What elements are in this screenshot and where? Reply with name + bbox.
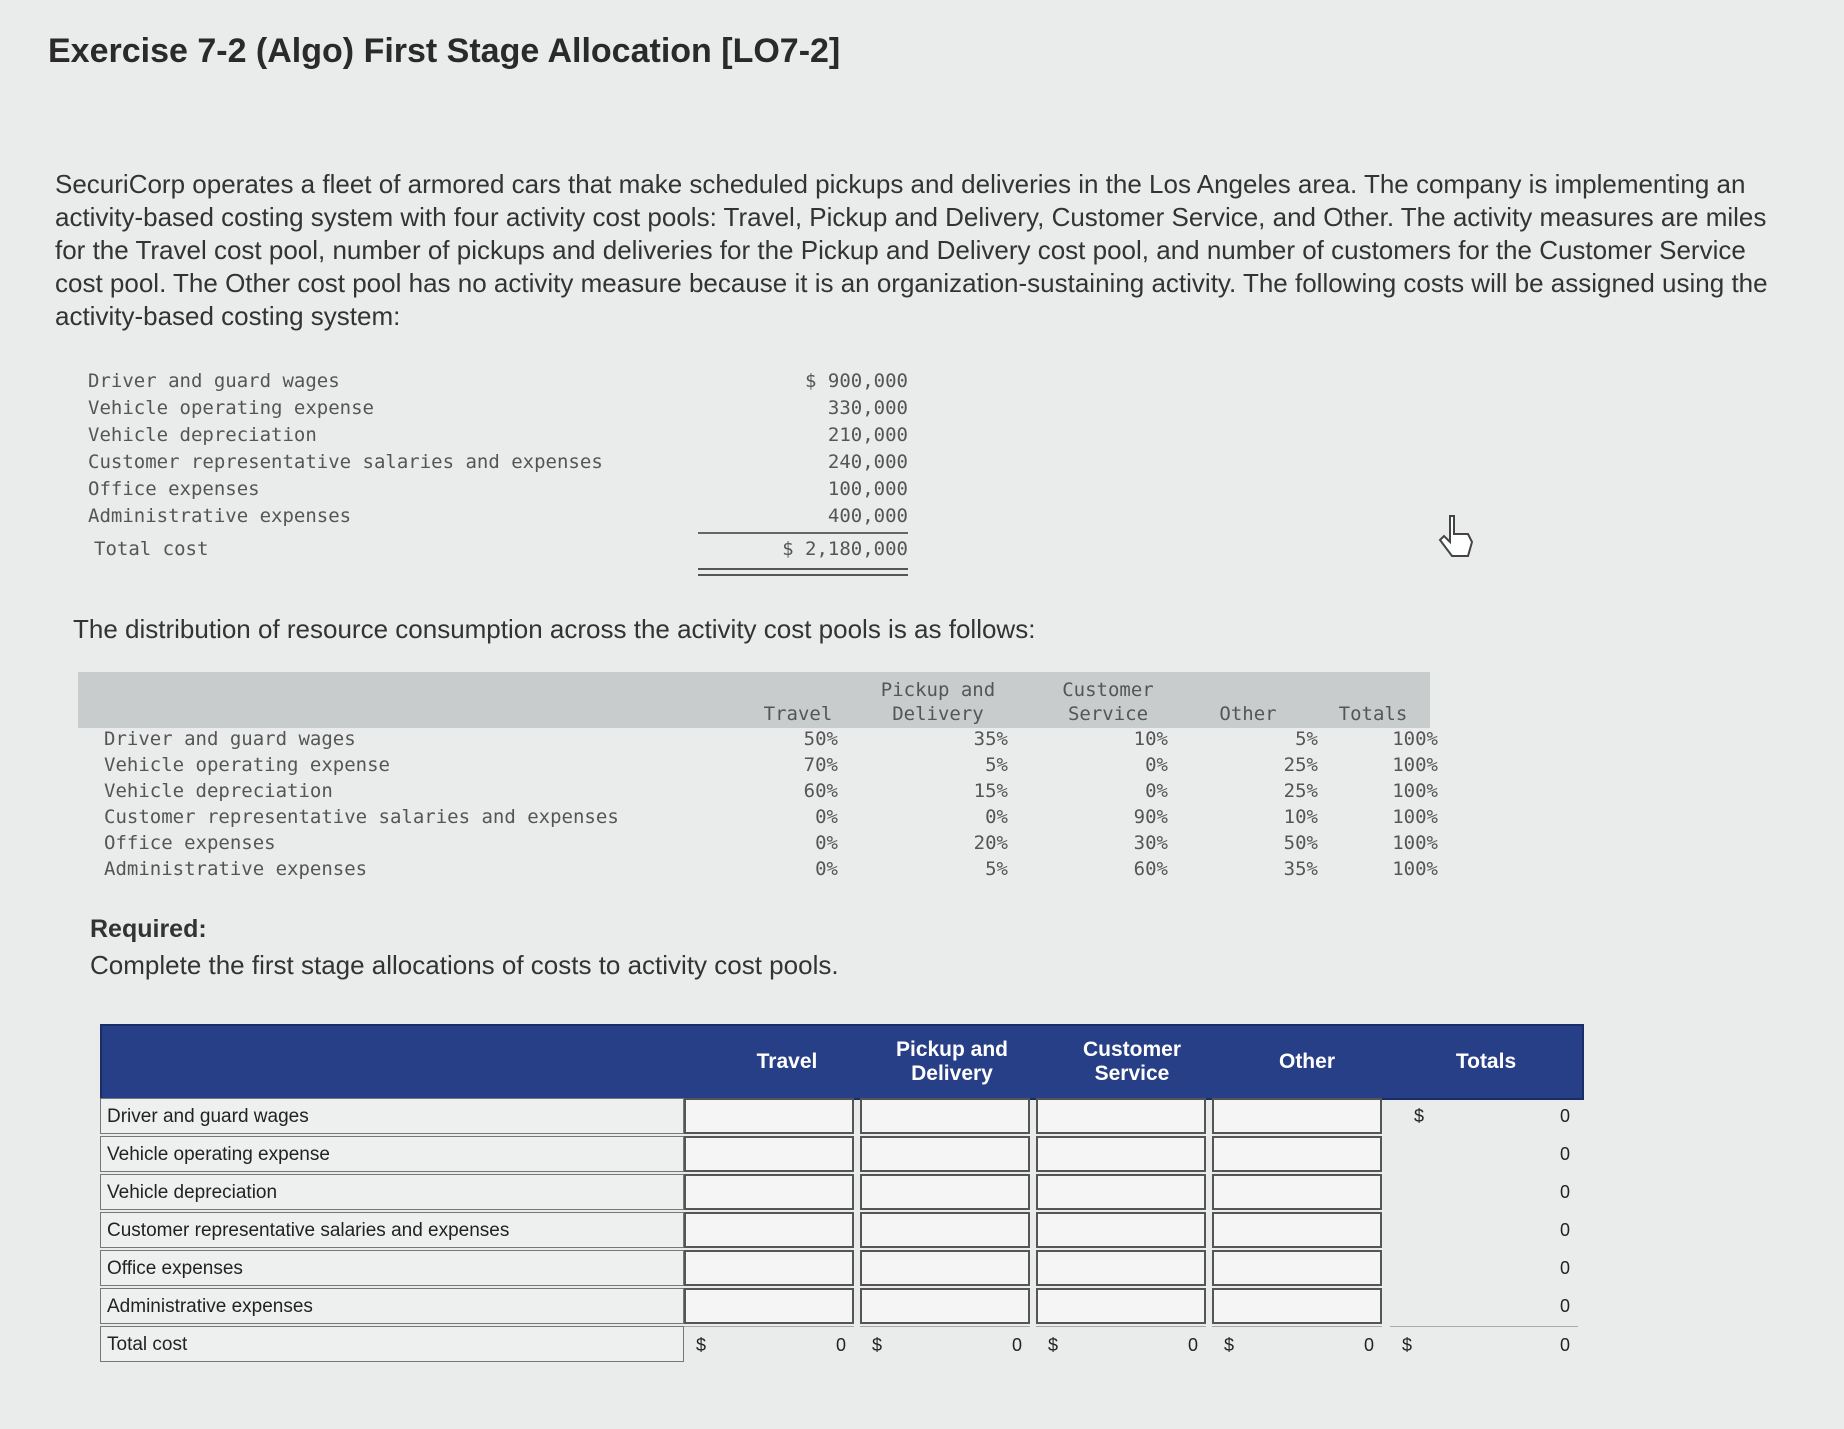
row-total-value: 0: [1559, 1144, 1570, 1164]
currency-symbol: $: [1414, 1106, 1425, 1126]
other-input[interactable]: [1212, 1212, 1382, 1248]
distribution-cell: 50%: [803, 728, 838, 750]
cost-total-row: [88, 538, 908, 568]
answer-row-label: Customer representative salaries and expenses: [100, 1212, 684, 1248]
column-total: [684, 1326, 854, 1362]
answer-header-customer-line1: Customer: [1082, 1038, 1182, 1061]
distribution-cell: 35%: [1283, 858, 1318, 880]
distribution-cell: 0%: [815, 858, 838, 880]
currency-symbol: $: [872, 1335, 883, 1355]
currency-symbol: $: [696, 1335, 707, 1355]
row-total-value: 0: [1559, 1182, 1570, 1202]
cost-label: Vehicle depreciation: [88, 424, 317, 446]
cost-row: [88, 451, 908, 478]
answer-row-label: Administrative expenses: [100, 1288, 684, 1324]
distribution-cell: 0%: [985, 806, 1008, 828]
pickup-delivery-input[interactable]: [860, 1098, 1030, 1134]
answer-header-totals: Totals: [1455, 1050, 1517, 1073]
pickup-delivery-input[interactable]: [860, 1136, 1030, 1172]
answer-header: [100, 1024, 1584, 1100]
total-double-rule: [698, 568, 908, 576]
answer-row-label: Office expenses: [100, 1250, 684, 1286]
distribution-cell: 100%: [1392, 754, 1438, 776]
distribution-row: [78, 832, 1438, 858]
header-pickup-line1: Pickup and: [880, 679, 996, 701]
distribution-row: [78, 754, 1438, 780]
distribution-cell: 60%: [1133, 858, 1168, 880]
cost-label: Vehicle operating expense: [88, 397, 374, 419]
pickup-delivery-input[interactable]: [860, 1250, 1030, 1286]
customer-service-input[interactable]: [1036, 1212, 1206, 1248]
answer-header-customer-line2: Service: [1094, 1062, 1170, 1085]
distribution-cell: 100%: [1392, 806, 1438, 828]
row-total: [1390, 1136, 1578, 1172]
column-total: [1036, 1326, 1206, 1362]
travel-input[interactable]: [684, 1250, 854, 1286]
column-total: [1212, 1326, 1382, 1362]
distribution-cell: 0%: [815, 806, 838, 828]
problem-intro: SecuriCorp operates a fleet of armored cars that make scheduled pickups and deliveries in the Los Angeles area. The company is implementing an activity-based costing system with four activity cost pools: Travel, Pickup and Delivery, Customer Service, and Other. The activity measures are miles for the Travel cost pool, number of pickups and deliveries for the Pickup and Delivery cost pool, and number of customers for the Customer Service cost pool. The Other cost pool has no activity measure because it is an organization-sustaining activity. The following costs will be assigned using the activity-based costing system:: [55, 169, 1768, 331]
cost-label: Office expenses: [88, 478, 260, 500]
row-total: [1390, 1212, 1578, 1248]
header-travel: Travel: [763, 703, 833, 725]
cost-label: Customer representative salaries and expenses: [88, 451, 603, 473]
answer-row: [100, 1174, 1580, 1212]
cost-amount: 100,000: [827, 478, 908, 500]
answer-row-label: Vehicle operating expense: [100, 1136, 684, 1172]
pickup-delivery-input[interactable]: [860, 1174, 1030, 1210]
distribution-cell: 20%: [973, 832, 1008, 854]
cost-list: [88, 370, 908, 568]
row-total-value: 0: [1559, 1106, 1570, 1126]
mouse-pointer-icon: [1438, 512, 1480, 564]
cost-row: [88, 397, 908, 424]
row-total-value: 0: [1559, 1296, 1570, 1316]
column-total-value: 0: [1363, 1335, 1374, 1355]
answer-row-label: Driver and guard wages: [100, 1098, 684, 1134]
distribution-cell: 25%: [1283, 754, 1318, 776]
column-total-value: 0: [835, 1335, 846, 1355]
distribution-cell: 10%: [1283, 806, 1318, 828]
header-customer-line1: Customer: [1062, 679, 1154, 701]
other-input[interactable]: [1212, 1098, 1382, 1134]
cost-label: Administrative expenses: [88, 505, 352, 527]
distribution-cell: 60%: [803, 780, 838, 802]
travel-input[interactable]: [684, 1212, 854, 1248]
customer-service-input[interactable]: [1036, 1174, 1206, 1210]
cost-total-label: Total cost: [94, 538, 209, 560]
distribution-cell: 50%: [1283, 832, 1318, 854]
distribution-row-label: Administrative expenses: [104, 858, 368, 880]
distribution-header: [78, 672, 1430, 728]
distribution-row: [78, 858, 1438, 884]
answer-header-pickup-line1: Pickup and: [895, 1038, 1009, 1061]
cost-row: [88, 370, 908, 397]
cost-amount: 330,000: [827, 397, 908, 419]
pickup-delivery-input[interactable]: [860, 1288, 1030, 1324]
distribution-cell: 5%: [985, 754, 1008, 776]
column-total: [860, 1326, 1030, 1362]
row-total-value: 0: [1559, 1220, 1570, 1240]
customer-service-input[interactable]: [1036, 1098, 1206, 1134]
page-title: Exercise 7-2 (Algo) First Stage Allocation [LO7-2]: [48, 32, 841, 70]
distribution-cell: 70%: [803, 754, 838, 776]
distribution-cell: 100%: [1392, 832, 1438, 854]
row-total: [1390, 1174, 1578, 1210]
answer-row: [100, 1250, 1580, 1288]
cost-amount: 210,000: [827, 424, 908, 446]
required-label: Required:: [90, 915, 207, 943]
header-pickup-line2: Delivery: [892, 703, 984, 725]
distribution-cell: 5%: [985, 858, 1008, 880]
other-input[interactable]: [1212, 1250, 1382, 1286]
currency-symbol: $: [1402, 1335, 1413, 1355]
distribution-cell: 15%: [973, 780, 1008, 802]
distribution-cell: 100%: [1392, 780, 1438, 802]
distribution-row: [78, 780, 1438, 806]
answer-row: [100, 1288, 1580, 1326]
cost-row: [88, 505, 908, 532]
cost-label: Driver and guard wages: [88, 370, 340, 392]
distribution-cell: 5%: [1295, 728, 1318, 750]
distribution-cell: 90%: [1133, 806, 1168, 828]
distribution-cell: 100%: [1392, 728, 1438, 750]
row-total: [1390, 1250, 1578, 1286]
distribution-cell: 100%: [1392, 858, 1438, 880]
distribution-row-label: Vehicle depreciation: [104, 780, 333, 802]
customer-service-input[interactable]: [1036, 1288, 1206, 1324]
distribution-row-label: Customer representative salaries and expenses: [104, 806, 619, 828]
column-total-value: 0: [1559, 1335, 1570, 1355]
other-input[interactable]: [1212, 1136, 1382, 1172]
currency-symbol: $: [1048, 1335, 1059, 1355]
distribution-row: [78, 728, 1438, 754]
answer-row: [100, 1136, 1580, 1174]
answer-header-travel: Travel: [756, 1050, 818, 1073]
row-total: [1390, 1098, 1578, 1134]
distribution-row-label: Vehicle operating expense: [104, 754, 390, 776]
cost-row: [88, 478, 908, 505]
column-total: [1390, 1326, 1578, 1362]
answer-row: [100, 1098, 1580, 1136]
distribution-table: [78, 672, 1438, 884]
cost-amount: $ 900,000: [805, 370, 908, 392]
other-input[interactable]: [1212, 1174, 1382, 1210]
column-total-value: 0: [1187, 1335, 1198, 1355]
answer-row: [100, 1212, 1580, 1250]
distribution-cell: 0%: [815, 832, 838, 854]
currency-symbol: $: [1224, 1335, 1235, 1355]
answer-header-other: Other: [1278, 1050, 1335, 1073]
travel-input[interactable]: [684, 1288, 854, 1324]
travel-input[interactable]: [684, 1174, 854, 1210]
required-text: Complete the first stage allocations of costs to activity cost pools.: [90, 950, 839, 980]
cost-amount: 400,000: [827, 505, 908, 527]
distribution-cell: 25%: [1283, 780, 1318, 802]
answer-total-label: Total cost: [100, 1326, 684, 1362]
answer-total-row: [100, 1326, 1580, 1364]
subtotal-rule: [698, 532, 908, 534]
travel-input[interactable]: [684, 1098, 854, 1134]
answer-row-label: Vehicle depreciation: [100, 1174, 684, 1210]
customer-service-input[interactable]: [1036, 1250, 1206, 1286]
answer-header-pickup-line2: Delivery: [911, 1062, 993, 1085]
header-totals: Totals: [1338, 703, 1408, 725]
other-input[interactable]: [1212, 1288, 1382, 1324]
row-total-value: 0: [1559, 1258, 1570, 1278]
distribution-cell: 10%: [1133, 728, 1168, 750]
distribution-cell: 0%: [1145, 780, 1168, 802]
header-other: Other: [1219, 703, 1277, 725]
header-customer-line2: Service: [1067, 703, 1149, 725]
row-total: [1390, 1288, 1578, 1324]
cost-total-amount: $ 2,180,000: [782, 538, 908, 560]
distribution-cell: 30%: [1133, 832, 1168, 854]
distribution-cell: 35%: [973, 728, 1008, 750]
cost-amount: 240,000: [827, 451, 908, 473]
pickup-delivery-input[interactable]: [860, 1212, 1030, 1248]
cost-row: [88, 424, 908, 451]
distribution-cell: 0%: [1145, 754, 1168, 776]
distribution-row-label: Driver and guard wages: [104, 728, 356, 750]
distribution-row: [78, 806, 1438, 832]
customer-service-input[interactable]: [1036, 1136, 1206, 1172]
column-total-value: 0: [1011, 1335, 1022, 1355]
distribution-intro: The distribution of resource consumption across the activity cost pools is as follows:: [73, 614, 1036, 644]
distribution-row-label: Office expenses: [104, 832, 276, 854]
travel-input[interactable]: [684, 1136, 854, 1172]
